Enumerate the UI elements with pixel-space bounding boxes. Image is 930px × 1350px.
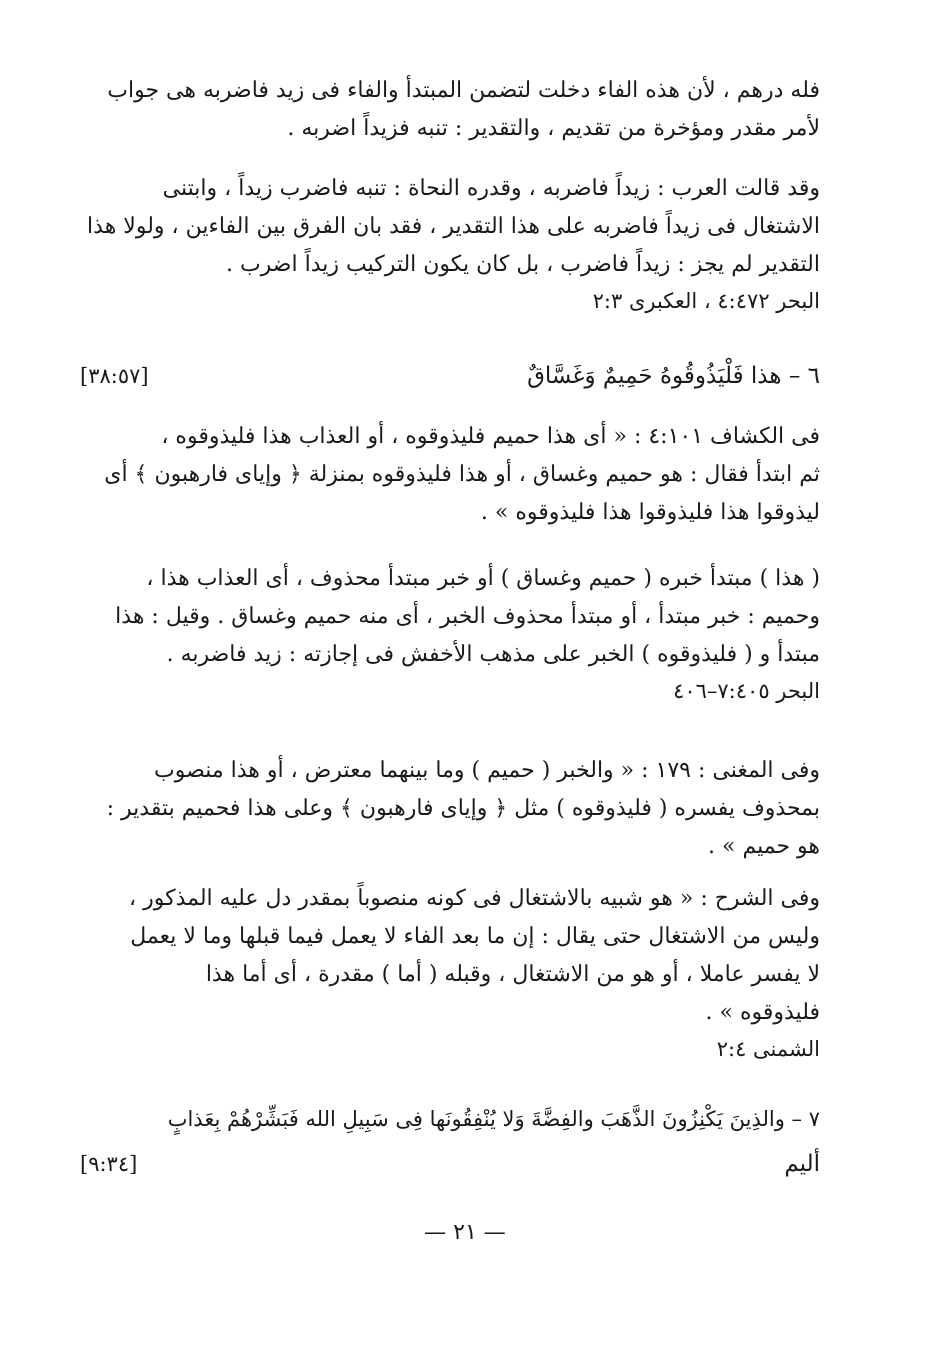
paragraph-1 — [80, 72, 820, 148]
text-line: ثم ابتدأ فقال : هو حميم وغساق ، أو هذا فليذوقوه بمنزلة ﴿ وإياى فارهبون ﴾ أى — [104, 462, 820, 487]
text-line: بمحذوف يفسره ( فليذوقوه ) مثل ﴿ وإياى فارهبون ﴾ وعلى هذا فحميم بتقدير : — [106, 796, 820, 821]
quran-verse-7-end — [80, 1144, 820, 1184]
verse-reference: [٣٨:٥٧] — [80, 364, 149, 388]
text-line: هو حميم » . — [708, 834, 820, 859]
source-reference: البحر ٤:٤٧٢ ، العكبرى ٢:٣ — [592, 289, 820, 313]
text-line: الاشتغال فى زيداً فاضربه على هذا التقدير ، فقد بان الفرق بين الفاءين ، ولولا هذا — [87, 214, 820, 239]
verse-text: أليم — [784, 1151, 820, 1177]
paragraph-3 — [80, 418, 820, 532]
text-line: التقدير لم يجز : زيداً فاضرب ، بل كان يكون التركيب زيداً اضرب . — [225, 252, 820, 277]
text-line: فى الكشاف ٤:١٠١ : « أى هذا حميم فليذوقوه ، أو العذاب هذا فليذوقوه ، — [161, 424, 820, 449]
verse-text: ٧ – والذِينَ يَكْنِزُونَ الذَّهَبَ والفِضَّةَ وَلا يُنْفِقُونَها فِى سَبِيلِ الله فَبَشِّرْهُمْ بِعَذابٍ — [167, 1107, 820, 1131]
text-line: وفى المغنى : ١٧٩ : « والخبر ( حميم ) وما بينهما معترض ، أو هذا منصوب — [154, 758, 820, 783]
quran-verse-6 — [80, 356, 820, 396]
text-line: مبتدأ و ( فليذوقوه ) الخبر على مذهب الأخفش فى إجازته : زيد فاضربه . — [166, 642, 820, 667]
paragraph-2 — [80, 170, 820, 318]
text-line: لا يفسر عاملا ، أو هو من الاشتغال ، وقبله ( أما ) مقدرة ، أى أما هذا — [205, 962, 820, 987]
paragraph-6 — [80, 880, 820, 1066]
text-line: وحميم : خبر مبتدأ ، أو مبتدأ محذوف الخبر ، أى منه حميم وغساق . وقيل : هذا — [115, 604, 820, 629]
text-line: ( هذا ) مبتدأ خبره ( حميم وغساق ) أو خبر مبتدأ محذوف ، أى العذاب هذا ، — [146, 566, 820, 591]
verse-reference: [٩:٣٤] — [80, 1152, 138, 1176]
paragraph-4 — [80, 560, 820, 708]
paragraph-5 — [80, 752, 820, 866]
text-line: وقد قالت العرب : زيداً فاضربه ، وقدره النحاة : تنبه فاضرب زيداً ، وابتنى — [162, 176, 820, 201]
quran-verse-7 — [80, 1100, 820, 1138]
page-number: — ٢١ — — [424, 1220, 506, 1245]
text-line: فله درهم ، لأن هذه الفاء دخلت لتضمن المبتدأ والفاء فى زيد فاضربه هى جواب — [107, 78, 820, 103]
text-line: ليذوقوا هذا فليذوقوا هذا فليذوقوه » . — [480, 500, 820, 525]
text-line: فليذوقوه » . — [705, 1000, 820, 1025]
verse-text: ٦ – هذا فَلْيَذُوقُوهُ حَمِيمٌ وَغَسَّاقٌ — [527, 363, 820, 389]
text-line: وفى الشرح : « هو شبيه بالاشتغال فى كونه منصوباً بمقدر دل عليه المذكور ، — [129, 886, 820, 911]
source-reference: الشمنى ٢:٤ — [716, 1037, 820, 1061]
source-reference: البحر ٧:٤٠٥–٤٠٦ — [673, 679, 820, 703]
text-line: وليس من الاشتغال حتى يقال : إن ما بعد الفاء لا يعمل فيما قبلها وما لا يعمل — [130, 924, 820, 949]
text-line: لأمر مقدر ومؤخرة من تقديم ، والتقدير : تنبه فزيداً اضربه . — [287, 116, 820, 141]
